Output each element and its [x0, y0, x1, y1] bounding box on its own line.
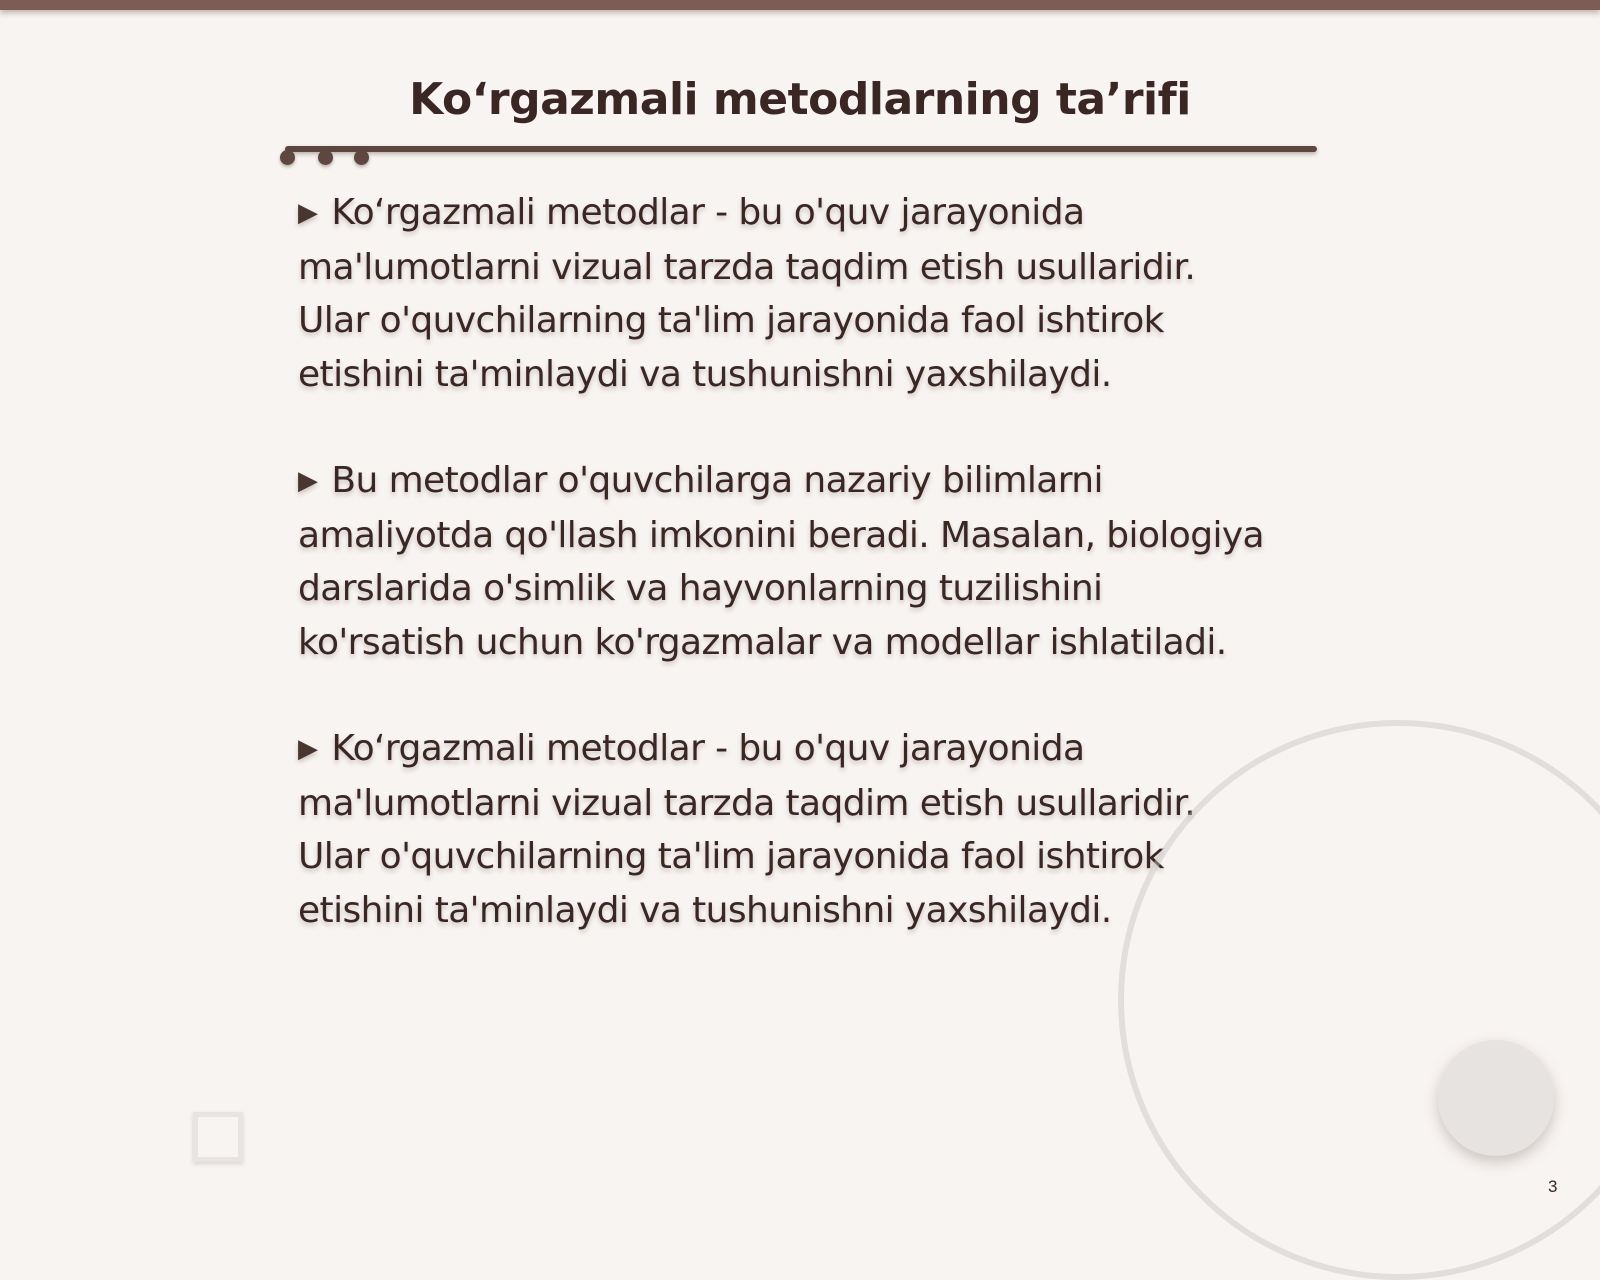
bullet-1-line-1: Ko‘rgazmali metodlar - bu o'quv jarayonida [331, 192, 1085, 233]
bullet-1-line-4: etishini ta'minlaydi va tushunishni yaxshilaydi. [298, 353, 1112, 395]
top-accent-bar [0, 0, 1600, 10]
bullet-3-line-4: etishini ta'minlaydi va tushunishni yaxshilaydi. [298, 889, 1112, 931]
bullet-2-line-1: Bu metodlar o'quvchilarga nazariy bilimlarni [331, 460, 1103, 501]
underline-dot-3 [354, 150, 369, 165]
right-triangle-icon: ▶ [298, 734, 318, 764]
bullet-1-line-2: ma'lumotlarni vizual tarzda taqdim etish usullaridir. [298, 246, 1196, 288]
bullet-3-line-1: Ko‘rgazmali metodlar - bu o'quv jarayonida [331, 728, 1085, 769]
bullet-2-line-3: darslarida o'simlik va hayvonlarning tuzilishini [298, 568, 1103, 609]
right-triangle-icon: ▶ [298, 466, 318, 496]
bullet-1-line-3: Ular o'quvchilarning ta'lim jarayonida faol ishtirok [298, 300, 1164, 341]
bullet-2-line-2: amaliyotda qo'llash imkonini beradi. Masalan, biologiya [298, 514, 1265, 556]
underline-dot-2 [318, 150, 333, 165]
bullet-2-line-4: ko'rsatish uchun ko'rgazmalar va modellar ishlatiladi. [298, 621, 1227, 663]
page-number: 3 [1548, 1177, 1558, 1196]
slide-title: Ko‘rgazmali metodlarning ta’rifi [409, 74, 1191, 125]
bullet-3-line-2: ma'lumotlarni vizual tarzda taqdim etish usullaridir. [298, 782, 1196, 824]
bullet-item-1 [298, 186, 1338, 401]
decorative-square [193, 1112, 243, 1162]
decorative-circle [1438, 1040, 1554, 1156]
bullet-item-2 [298, 454, 1338, 669]
underline-dot-1 [280, 150, 295, 165]
title-underline [285, 146, 1317, 152]
right-triangle-icon: ▶ [298, 198, 318, 228]
bullet-3-line-3: Ular o'quvchilarning ta'lim jarayonida faol ishtirok [298, 836, 1164, 877]
